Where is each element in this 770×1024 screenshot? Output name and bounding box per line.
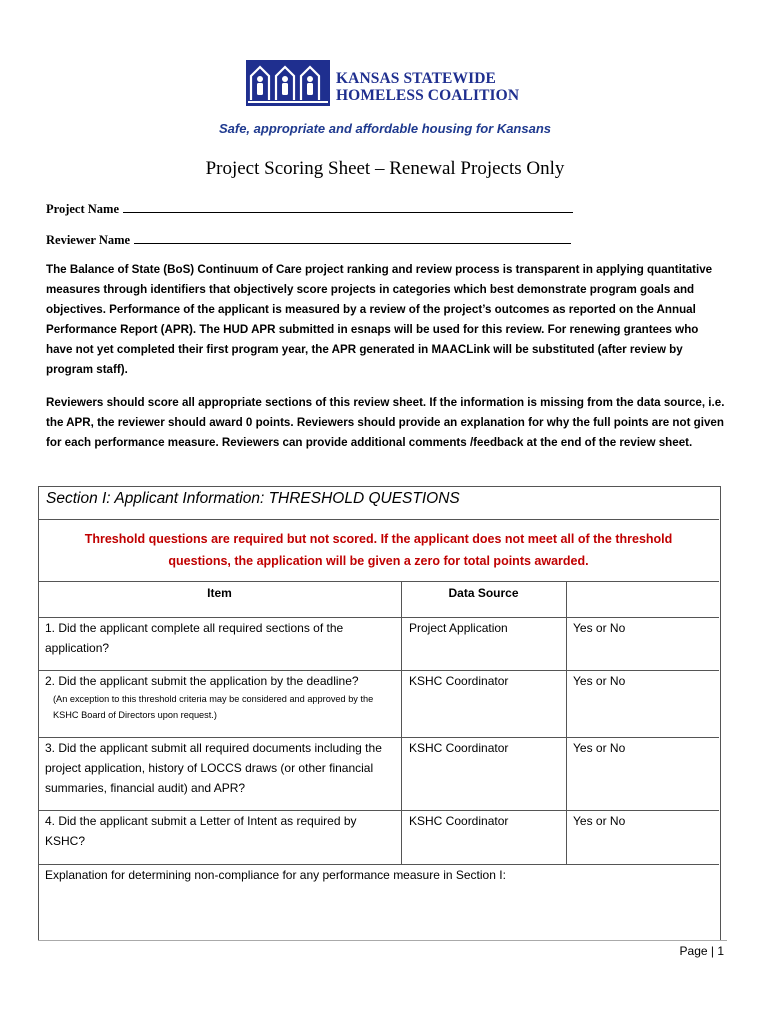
page-number: Page | 1	[679, 944, 724, 958]
row-3-source: KSHC Coordinator	[409, 741, 509, 755]
row-2-note: (An exception to this threshold criteria may be considered and approved by the KSHC Board of Directors upon request.)	[53, 694, 374, 720]
threshold-line-2: questions, the application will be given a zero for total points awarded.	[168, 554, 589, 568]
houses-logo-icon	[246, 60, 330, 106]
divider	[38, 581, 719, 582]
row-4-source: KSHC Coordinator	[409, 814, 509, 828]
row-2-question: 2. Did the applicant submit the application by the deadline?	[45, 674, 359, 688]
section-1-title: Section I: Applicant Information: THRESHOLD QUESTIONS	[46, 490, 460, 507]
org-name-line1: KANSAS STATEWIDE	[336, 70, 496, 87]
row-1-answer[interactable]: Yes or No	[573, 621, 626, 635]
table-row-2-item	[45, 671, 397, 723]
table-row-3-item	[45, 738, 390, 798]
table-row-1-item	[45, 618, 385, 658]
divider	[38, 519, 719, 520]
project-name-line[interactable]	[123, 199, 573, 213]
reviewer-name-field[interactable]	[46, 230, 571, 248]
row-4-question: 4. Did the applicant submit a Letter of Intent as required by KSHC?	[45, 814, 357, 848]
intro-paragraph-1: The Balance of State (BoS) Continuum of Care project ranking and review process is transparent in applying quantitative measures through identifiers that objectively score projects in categories which best demonstrate program goals and objectives. Performance of the applicant is measured by a review of the project’s outcomes as reported on the Annual Performance Report (APR). The HUD APR submitted in esnaps will be used for this review. For renewing grantees who have not yet completed their first program year, the APR generated in MAACLink will be substituted (after review by program staff).	[46, 263, 713, 376]
project-name-label: Project Name	[46, 202, 119, 216]
threshold-line-1: Threshold questions are required but not scored. If the applicant does not meet all of the threshold	[84, 532, 673, 546]
item-column-header: Item	[207, 586, 232, 600]
row-4-answer[interactable]: Yes or No	[573, 814, 626, 828]
row-2-source: KSHC Coordinator	[409, 674, 509, 688]
threshold-notice	[38, 528, 719, 572]
intro-paragraph-2: Reviewers should score all appropriate sections of this review sheet. If the information is missing from the data source, i.e. the APR, the reviewer should award 0 points. Reviewers should provide an explanation for why the full points are not given for each performance measure. Reviewers can provide additional comments /feedback at the end of the review sheet.	[46, 396, 725, 449]
column-divider	[401, 581, 402, 864]
row-1-question: 1. Did the applicant complete all required sections of the application?	[45, 621, 344, 655]
row-2-answer[interactable]: Yes or No	[573, 674, 626, 688]
organization-logo	[246, 60, 526, 106]
column-divider	[566, 581, 567, 864]
page-title: Project Scoring Sheet – Renewal Projects Only	[205, 158, 565, 179]
tagline: Safe, appropriate and affordable housing for Kansans	[218, 121, 552, 136]
footer-divider	[38, 940, 727, 941]
reviewer-name-label: Reviewer Name	[46, 233, 131, 247]
reviewer-name-line[interactable]	[134, 230, 571, 244]
table-row-4-item	[45, 811, 390, 851]
row-3-question: 3. Did the applicant submit all required documents including the project application, history of LOCCS draws (or other financial summaries, financial audit) and APR?	[45, 741, 382, 795]
data-source-column-header: Data Source	[448, 586, 519, 600]
row-1-source: Project Application	[409, 621, 508, 635]
row-3-answer[interactable]: Yes or No	[573, 741, 626, 755]
explanation-area[interactable]	[40, 888, 717, 936]
explanation-prompt: Explanation for determining non-compliance for any performance measure in Section I:	[45, 868, 506, 882]
org-name-line2: HOMELESS COALITION	[336, 87, 520, 104]
project-name-field[interactable]	[46, 199, 573, 217]
